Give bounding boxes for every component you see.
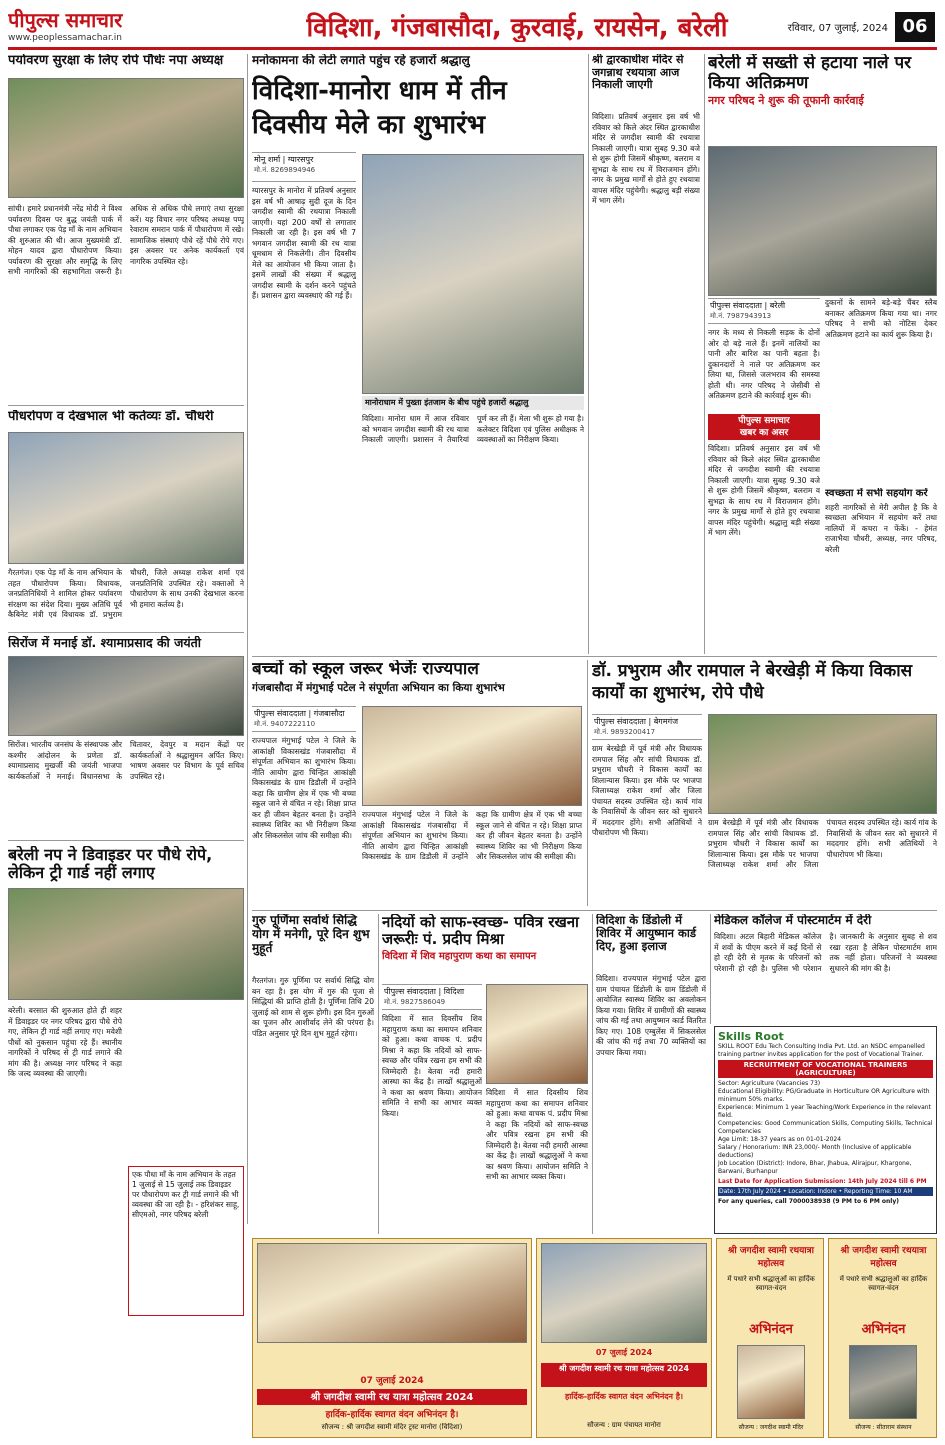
headline: विदिशा-मानोरा धाम में तीन दिवसीय मेले का शुभारंभ: [252, 75, 507, 140]
story-governor: [252, 660, 582, 906]
ad-line: Educational Eligibility: PG/Graduate in Horticulture OR Agriculture with minimum 50% marks.: [718, 1088, 930, 1103]
kicker: श्री द्वारकाधीश मंदिर से जगन्नाथ रथयात्रा आज निकाली जाएगी: [592, 54, 684, 92]
ad-date: 07 जुलाई 2024: [595, 1348, 653, 1357]
reporter-mobile: मो.नं. 9893200417: [594, 728, 656, 736]
ad-title: RECRUITMENT OF VOCATIONAL TRAINERS (AGRICULTURE): [718, 1060, 933, 1078]
headline: मेडिकल कॉलेज में पोस्टमार्टम में देरी: [714, 914, 872, 927]
headline: बच्चों को स्कूल जरूर भेजेंः राज्यपाल: [252, 660, 479, 679]
quote-text: शहरी नागरिकों से मेरी अपील है कि वे स्वच्छता अभियान में सहयोग करें तथा नालियों में कचरा न फेंकें। - हेमंत राजाभैया चौधरी, अध्यक्ष, नगर परिषद, बरेली: [825, 502, 937, 554]
byline: पीपुल्स संवाददाता | विदिशा मो.नं. 9827586049: [382, 984, 482, 1010]
column-rule: [704, 54, 705, 654]
ad-lines: [718, 1080, 933, 1176]
page-number: 06: [895, 12, 935, 42]
headline: विदिशा के डिंडोली में शिविर में आयुष्मान कार्ड दिए, हुआ इलाज: [596, 914, 697, 954]
ad-line: Competencies: Good Communication Skills, Computing Skills, Technical Competencies: [718, 1120, 933, 1135]
reporter-place: ग्यारसपुर: [287, 155, 314, 164]
badge-text: खबर का असर: [739, 428, 789, 438]
divider: [252, 910, 937, 911]
byline: मोनू शर्मा | ग्यारसपुर मो.नं. 8269894946: [252, 152, 356, 182]
header-rule: [8, 47, 937, 50]
story-ayushman: [596, 914, 706, 1234]
badge-logo: पीपुल्स समाचार: [738, 416, 790, 426]
ad-line: Sector: Agriculture (Vacancies 73): [718, 1080, 821, 1087]
subheadline: विदिशा में शिव महापुराण कथा का समापन: [382, 950, 537, 962]
ad-deadline: Last Date for Application Submission: 14th July 2024 till 6 PM: [718, 1178, 927, 1185]
headline: पौधरोपण व देखभाल भी कर्तव्यः डॉ. चौधरी: [8, 410, 214, 424]
ad-title: श्री जगदीश स्वामी रथ यात्रा महोत्सव 2024: [541, 1363, 707, 1387]
newspaper-logo: पीपुल्स समाचार: [8, 8, 123, 32]
article-body: सांची। हमारे प्रधानमंत्री नरेंद्र मोदी ने विश्व पर्यावरण दिवस पर बुद्ध जयंती पार्क में पौधा लगाकर एक पेड़ माँ के नाम अभियान की शुरुआत की थी। आज मुख्यमंत्री डॉ. मोहन यादव द्वारा पौधारोपण किया। पर्यावरण की सुरक्षा और समृद्धि के लिए सभी नागरिकों की सहभागिता जरूरी है। अधिक से अधिक पौधे लगाएं तथा सुरक्षा करें। यह विचार नगर परिषद अध्यक्ष पप्पू रेवाराम समरान पार्क में पौधारोपण में रखे। सामाजिक संस्थाएं पौधे रहें पौधे रोपे गए। इस अवसर पर अनेक कार्यकर्ता एवं नागरिक उपस्थित रहे।: [8, 204, 244, 276]
byline: पीपुल्स संवाददाता | बेगमगंज मो.नं. 9893200417: [592, 714, 702, 740]
ad-sponsor: सौजन्य : सीताराम संस्थान: [855, 1424, 912, 1431]
column-rule: [378, 914, 379, 1234]
reporter-name: पीपुल्स संवाददाता: [594, 717, 646, 726]
reporter-name: पीपुल्स संवाददाता: [384, 987, 436, 996]
ad-date: 07 जुलाई 2024: [360, 1376, 424, 1386]
reporter-place: बेगमगंज: [653, 717, 679, 726]
headline: गुरु पूर्णिमा सर्वार्थ सिद्धि योग में मनेगी, पूरे दिन शुभ मुहूर्त: [252, 914, 370, 955]
reporter-name: पीपुल्स संवाददाता: [710, 301, 762, 310]
article-body: विदिशा। राज्यपाल मंगुभाई पटेल द्वारा ग्राम पंचायत डिंडोली के ग्राम डिंडोली में आयोजित स्वास्थ्य शिविर का अवलोकन किया गया। शिविर में ग्रामीणों की स्वास्थ्य जांच की गई तथा आयुष्मान कार्ड वितरित किए गए। 108 एम्बुलेंस में सिकलसेल की जांच की गई तथा 70 व्यक्तियों का उपचार किया गया।: [596, 974, 706, 1057]
divider: [8, 405, 244, 406]
quote-title: स्वच्छता में सभी सहयोग करें: [825, 488, 928, 499]
article-body: ग्यारसपुर के मानोरा में प्रतिवर्ष अनुसार इस वर्ष भी आषाढ़ सुदी दूज के दिन जगदीश स्वामी की रथयात्रा निकाली जाएगी। यहां 200 वर्षों से लगातार निकाली जा रही है। इस वर्ष भी 7 भगवान जगदीश स्वामी की रथ यात्रा धूमधाम से निकलेगी। तीन दिवसीय मेले का आयोजन भी किया जाता है। इसमें लाखों की संख्या में श्रद्धालु जगदीश स्वामी के दर्शन करने पहुंचते हैं। प्रशासन द्वारा व्यवस्थाएं की गई हैं।: [252, 186, 356, 300]
reporter-mobile: मो.नं. 7987943913: [710, 312, 772, 320]
article-body: विदिशा। अटल बिहारी मेडिकल कॉलेज में शवों के पीएम करने में कई दिनों से हो रही देरी से मृतक के परिजनों को परेशानी हो रही है। पुलिस भी परेशान है। जानकारी के अनुसार सुबह से शव रखा रहता है लेकिन पोस्टमार्टम शाम तक नहीं होता। परिजनों ने व्यवस्था सुधारने की मांग की है।: [714, 932, 937, 973]
subheadline: गंजबासौदा में मंगुभाई पटेल ने संपूर्णता अभियान का किया शुभारंभ: [252, 681, 505, 694]
subheadline: नगर परिषद ने शुरू की तूफानी कार्रवाई: [708, 94, 864, 108]
story-rathyatra: [592, 54, 700, 654]
column-rule: [592, 914, 593, 1234]
news-photo: [8, 78, 244, 198]
ad-sponsor: सौजन्य : श्री जगदीश स्वामी मंदिर ट्रस्ट मानोरा (विदिशा): [321, 1423, 463, 1431]
reporter-place: गंजबासौदा: [313, 709, 345, 718]
story-medical-college: [714, 914, 937, 1024]
ad-rathyatra-2[interactable]: [536, 1238, 712, 1438]
article-body: विदिशा। प्रतिवर्ष अनुसार इस वर्ष भी रविवार को किले अंदर स्थित द्वारकाधीश मंदिर से जगदीश स्वामी की रथयात्रा निकाली जाएगी। यात्रा सुबह 9.30 बजे से शुरू होगी जिसमें श्रीकृष्ण, बलराम व सुभद्रा के साथ रथ में विराजमान होंगे। नगर के प्रमुख मार्गों से होते हुए रथयात्रा वापस मंदिर पहुंचेगी। श्रद्धालु बड़ी संख्या में भाग लेंगे।: [592, 112, 700, 205]
article-body: नगर के मध्य से निकली सड़क के दोनों ओर दो बड़े नाले हैं। इनमें नालियों का पानी और बारिश का पानी बहता है। दुकानदारों ने नाले पर अतिक्रमण कर लिया था, जिससे जलभराव की समस्या होती थी। नगर परिषद ने जेसीबी से अतिक्रमण हटाने की कार्रवाई शुरू की।: [708, 328, 820, 400]
quote-box: [825, 488, 937, 652]
ad-line: Salary / Honorarium: INR 23,000/- Month (Inclusive of applicable deductions): [718, 1144, 912, 1159]
ad-line: Age Limit: 18-37 years as on 01-01-2024: [718, 1136, 842, 1143]
ad-contact: For any queries, call 7000038938 (9 PM to 6 PM only): [718, 1198, 900, 1205]
story-guru-purnima: [252, 914, 374, 1234]
ad-rathyatra-3[interactable]: [716, 1238, 824, 1438]
story-environment: [8, 54, 244, 404]
column-rule: [247, 54, 248, 1224]
headline: नदियों को साफ-स्वच्छ- पवित्र रखना जरूरीः पं. प्रदीप मिश्रा: [382, 914, 579, 949]
byline: पीपुल्स संवाददाता | गंजबासौदा मो.नं. 9407222110: [252, 706, 356, 732]
story-manora-mela: [252, 54, 584, 654]
news-photo: [8, 888, 244, 1000]
ad-company: SKILL ROOT Edu Tech Consulting India Pvt. Ltd. an NSDC empanelled training partner invites application for the post of Vocational Trainer.: [718, 1043, 925, 1058]
ad-title: श्री जगदीश स्वामी रथ यात्रा महोत्सव 2024: [257, 1389, 527, 1405]
ad-title: श्री जगदीश स्वामी रथयात्रा महोत्सव: [840, 1246, 927, 1269]
article-body: गैरतगंज। एक पेड़ माँ के नाम अभियान के तहत पौधारोपण किया। विधायक, जनप्रतिनिधियों ने शामिल होकर पर्यावरण संरक्षण का संदेश दिया। मुख्य अतिथि पूर्व कैबिनेट मंत्री एवं विधायक डॉ. प्रभुराम चौधरी, जिले अध्यक्ष राकेश शर्मा एवं जनप्रतिनिधि उपस्थित रहे। वक्ताओं ने पौधारोपण के साथ उनकी देखभाल करना भी हमारा कर्तव्य है।: [8, 568, 244, 619]
ad-subtitle: हार्दिक-हार्दिक स्वागत वंदन अभिनंदन है।: [564, 1392, 684, 1401]
story-shiv-katha: [382, 914, 588, 1234]
ad-sponsor: सौजन्य : ग्राम पंचायत मानोरा: [587, 1421, 661, 1429]
article-body-2: विदिशा में सात दिवसीय शिव महापुराण कथा का समापन शनिवार को हुआ। कथा वाचक पं. प्रदीप मिश्रा ने कहा कि नदियों को साफ-स्वच्छ और पवित्र रखना हम सभी की जिम्मेदारी है। बेतवा नदी हमारी आस्था का केंद्र है। लाखों श्रद्धालुओं ने कथा का श्रवण किया। आयोजन समिति ने सभी का आभार व्यक्त किया।: [486, 1088, 588, 1181]
news-photo: [362, 154, 584, 394]
article-body-2: विदिशा। मानोरा धाम में आज रविवार को भगवान जगदीश स्वामी की रथ यात्रा निकाली जाएगी। प्रशासन ने तैयारियां पूर्ण कर ली हैं। मेला भी शुरू हो गया है। कलेक्टर विदिशा एवं पुलिस अधीक्षक ने व्यवस्थाओं का निरीक्षण किया।: [362, 414, 584, 444]
column-rule: [588, 54, 589, 654]
website-url[interactable]: www.peoplessamachar.in: [8, 33, 122, 43]
divider: [252, 656, 937, 657]
headline: पर्यावरण सुरक्षा के लिए रोपे पौधेः नपा अध्यक्ष: [8, 54, 224, 68]
ad-title: श्री जगदीश स्वामी रथयात्रा महोत्सव: [728, 1246, 814, 1269]
news-photo: [708, 146, 937, 296]
article-body-cont: विदिशा। प्रतिवर्ष अनुसार इस वर्ष भी रविवार को किले अंदर स्थित द्वारकाधीश मंदिर से जगदीश स्वामी की रथयात्रा निकाली जाएगी। यात्रा सुबह 9.30 बजे से शुरू होगी जिसमें श्रीकृष्ण, बलराम व सुभद्रा के साथ रथ में विराजमान होंगे। नगर के प्रमुख मार्गों से होते हुए रथयात्रा वापस मंदिर पहुंचेगी। श्रद्धालु बड़ी संख्या में भाग लेंगे।: [708, 444, 820, 537]
ad-sponsor: सौजन्य : जगदीश स्वामी मंदिर: [738, 1424, 804, 1431]
reporter-place: विदिशा: [443, 987, 465, 996]
article-body: ग्राम बेरखेड़ी में पूर्व मंत्री और विधायक रामपाल सिंह और सांची विधायक डॉ. प्रभुराम चौधरी ने विकास कार्यों का शिलान्यास किया। इस मौके पर भाजपा जिलाध्यक्ष राकेश शर्मा और जिला पंचायत सदस्य उपस्थित रहे। कार्य गांव के निवासियों के जीवन स्तर को सुधारने में मददगार होंगे। सभी अतिथियों ने पौधारोपण भी किया।: [592, 744, 702, 837]
page-section-title: विदिशा, गंजबासौदा, कुरवाई, रायसेन, बरेली: [306, 13, 728, 42]
headline: डॉ. प्रभुराम और रामपाल ने बेरखेड़ी में किया विकास कार्यों का शुभारंभ, रोपे पौधे: [592, 661, 913, 703]
article-body-2: दुकानों के सामने बड़े-बड़े चैंबर स्लैब बनाकर अतिक्रमण किया गया था। नगर परिषद ने सभी को नोटिस देकर अतिक्रमण हटाने का कार्य शुरू किया है।: [825, 298, 937, 339]
reporter-mobile: मो.नं. 8269894946: [254, 166, 316, 174]
reporter-mobile: मो.नं. 9407222110: [254, 720, 316, 728]
issue-date: रविवार, 07 जुलाई, 2024: [787, 23, 888, 34]
byline: पीपुल्स संवाददाता | बरेली मो.नं. 7987943913: [708, 298, 820, 324]
ad-rathyatra-4[interactable]: [828, 1238, 937, 1438]
column-rule: [710, 914, 711, 1024]
ad-portraits: [257, 1243, 527, 1343]
reporter-mobile: मो.नं. 9827586049: [384, 998, 446, 1006]
ad-wish: अभिनंदन: [749, 1322, 793, 1337]
ad-brand: Skills Root: [718, 1030, 784, 1043]
quote-box: [128, 1166, 244, 1316]
column-rule: [587, 660, 588, 906]
article-body: सिरोंज। भारतीय जनसंघ के संस्थापक और कश्मीर आंदोलन के प्रणेता डॉ. श्यामाप्रसाद मुखर्जी की जयंती भाजपा कार्यकर्ताओं ने मनाई। विधानसभा के चितावर, देवपुर व मदान केंद्रों पर कार्यकर्ताओं ने श्रद्धासुमन अर्पित किए। भाषण अवसर पर विभाग के पूर्व सचिव उपस्थित रहे।: [8, 740, 244, 781]
ad-rathyatra-1[interactable]: [252, 1238, 532, 1438]
article-body: गैरतगंज। गुरु पूर्णिमा पर सर्वार्थ सिद्धि योग बन रहा है। इस योग में गुरु की पूजा से सिद्धियां की प्राप्ति होती है। पूर्णिमा तिथि 20 जुलाई को शाम से शुरू होगी। इस दिन गुरुओं का पूजन और आशीर्वाद लेने की परंपरा है। पंडित अनुसार पूरे दिन शुभ मुहूर्त रहेगा।: [252, 976, 374, 1038]
article-body: विदिशा में सात दिवसीय शिव महापुराण कथा का समापन शनिवार को हुआ। कथा वाचक पं. प्रदीप मिश्रा ने कहा कि नदियों को साफ-स्वच्छ और पवित्र रखना हम सभी की जिम्मेदारी है। बेतवा नदी हमारी आस्था का केंद्र है। लाखों श्रद्धालुओं ने कथा का श्रवण किया। आयोजन समिति ने सभी का आभार व्यक्त किया।: [382, 1014, 482, 1118]
divider: [8, 632, 244, 633]
headline: बरेली में सख्ती से हटाया नाले पर किया अतिक्रमण: [708, 54, 912, 93]
photo-caption: मानोराधाम में पुख्ता इंतजाम के बीच पहुंचे हजारों श्रद्धालु: [362, 396, 584, 410]
story-berkhedi: [592, 660, 937, 906]
ad-text: में पधारे सभी श्रद्धालुओं का हार्दिक स्वागत-वंदन: [727, 1275, 815, 1292]
ad-line: Job Location (District): Indore, Bhar, Jhabua, Alirajpur, Khargone, Barwani, Burhanpur: [718, 1160, 912, 1175]
impact-badge: [708, 414, 820, 440]
ad-subtitle: हार्दिक-हार्दिक स्वागत वंदन अभिनंदन है।: [325, 1410, 459, 1420]
reporter-name: मोनू शर्मा: [254, 155, 281, 164]
news-photo: [486, 984, 588, 1084]
kicker: मनोकामना की लेटी लगाते पहुंच रहे हजारों श्रद्धालु: [252, 54, 470, 67]
article-body: बरेली। बरसात की शुरुआत होते ही शहर में डिवाइडर पर नगर परिषद द्वारा पौधे रोपे गए, लेकिन ट्री गार्ड नहीं लगाए गए। मवेशी पौधों को नुकसान पहुंचा रहे हैं। स्थानीय नागरिकों ने परिषद से ट्री गार्ड लगाने की मांग की है। अध्यक्ष नगर परिषद ने कहा कि जल्द व्यवस्था की जाएगी।: [8, 1006, 122, 1078]
ad-portraits: [541, 1243, 707, 1343]
divider: [8, 840, 244, 841]
article-body-2: ग्राम बेरखेड़ी में पूर्व मंत्री और विधायक रामपाल सिंह और सांची विधायक डॉ. प्रभुराम चौधरी ने विकास कार्यों का शिलान्यास किया। इस मौके पर भाजपा जिलाध्यक्ष राकेश शर्मा और जिला पंचायत सदस्य उपस्थित रहे। कार्य गांव के निवासियों के जीवन स्तर को सुधारने में मददगार होंगे। सभी अतिथियों ने पौधारोपण भी किया।: [708, 818, 937, 869]
news-photo: [362, 706, 582, 806]
story-jayanti: [8, 636, 244, 836]
story-plantation: [8, 410, 244, 630]
news-photo: [8, 432, 244, 564]
ad-text: में पधारे सभी श्रद्धालुओं का हार्दिक स्वागत-वंदन: [839, 1275, 928, 1292]
article-body: राज्यपाल मंगुभाई पटेल ने जिले के आकांक्षी विकासखंड गंजबासौदा में संपूर्णता अभियान का शुभारंभ किया। नीति आयोग द्वारा चिन्हित आकांक्षी विकासखंड के ग्राम डिडौली में उन्होंने कहा कि ग्रामीण क्षेत्र में एक भी बच्चा स्कूल जाने से वंचित न रहे। शिक्षा प्राप्त कर ही जीवन बेहतर बनता है। उन्होंने स्वास्थ्य शिविर का भी निरीक्षण किया और सिकलसेल जांच की समीक्षा की।: [252, 736, 356, 840]
masthead: [8, 6, 258, 44]
ad-recruitment[interactable]: [714, 1026, 937, 1234]
quote-text: एक पौधा माँ के नाम अभियान के तहत 1 जुलाई से 15 जुलाई तक डिवाइडर पर पौधारोपण कर ट्री गार्ड लगाने की भी व्यवस्था की जा रही है। - हरिशंकर साहू, सीएमओ, नगर परिषद बरेली: [132, 1170, 240, 1219]
article-body-2: राज्यपाल मंगुभाई पटेल ने जिले के आकांक्षी विकासखंड गंजबासौदा में संपूर्णता अभियान का शुभारंभ किया। नीति आयोग द्वारा चिन्हित आकांक्षी विकासखंड के ग्राम डिडौली में उन्होंने कहा कि ग्रामीण क्षेत्र में एक भी बच्चा स्कूल जाने से वंचित न रहे। शिक्षा प्राप्त कर ही जीवन बेहतर बनता है। उन्होंने स्वास्थ्य शिविर का भी निरीक्षण किया और सिकलसेल जांच की समीक्षा की।: [362, 810, 582, 861]
news-photo: [8, 656, 244, 736]
ad-portrait: [737, 1345, 805, 1419]
ad-line: Experience: Minimum 1 year Teaching/Work Experience in the relevant field.: [718, 1104, 931, 1119]
headline: सिरोंज में मनाई डॉ. श्यामाप्रसाद की जयंती: [8, 636, 202, 650]
reporter-name: पीपुल्स संवाददाता: [254, 709, 306, 718]
ad-portrait: [849, 1345, 917, 1419]
ad-wish: अभिनंदन: [861, 1322, 906, 1337]
headline: बरेली नप ने डिवाइडर पर पौधे रोपे, लेकिन ट्री गार्ड नहीं लगाए: [8, 846, 213, 883]
news-photo: [708, 714, 937, 814]
reporter-place: बरेली: [769, 301, 786, 310]
ad-walkin: Date: 17th July 2024 • Location: Indore • Reporting Time: 10 AM: [718, 1187, 933, 1196]
story-divider-plants: [8, 846, 244, 1436]
story-encroachment: [708, 54, 937, 654]
